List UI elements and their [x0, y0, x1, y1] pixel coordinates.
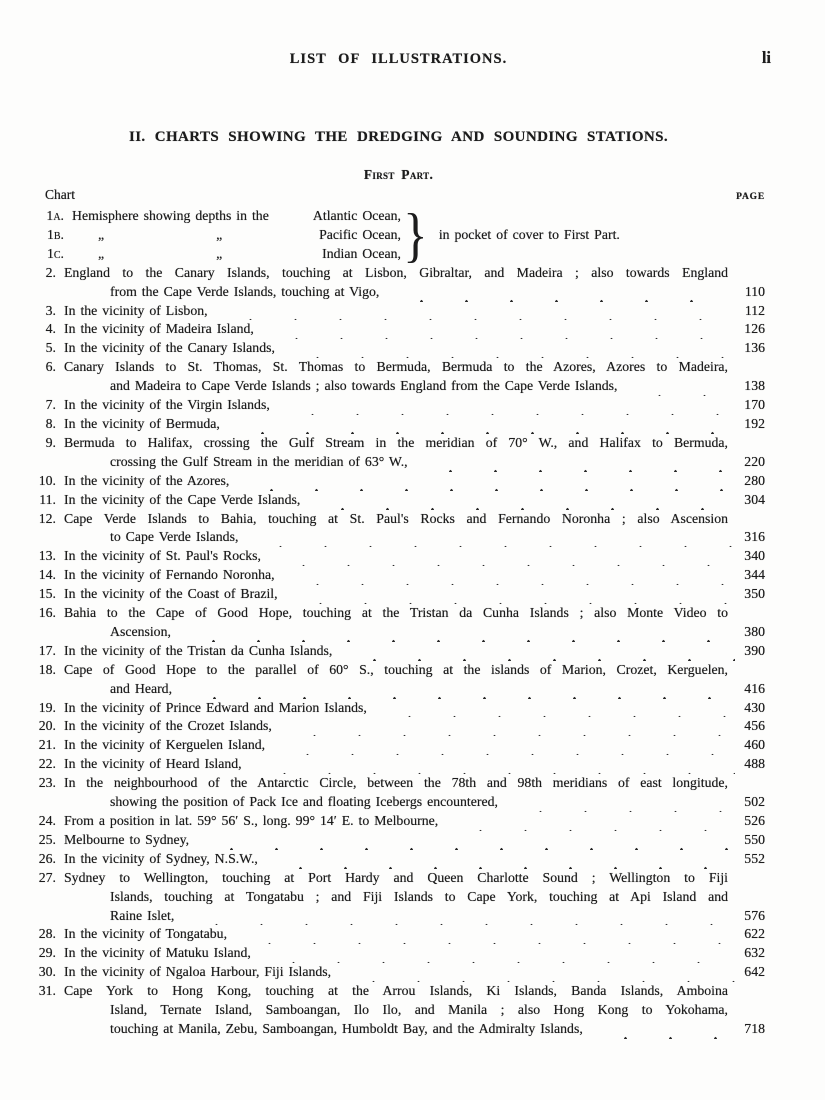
entry-text: In the vicinity of Bermuda,: [64, 415, 220, 431]
entry-line: [64, 850, 765, 869]
entry-line: [64, 755, 765, 774]
entry-text: showing the position of Pack Ice and floating Icebergs encountered,: [110, 794, 498, 810]
dot-leader: [235, 925, 735, 944]
entry-body: [64, 434, 765, 472]
page-number: 170: [744, 397, 765, 413]
list-item: [32, 566, 765, 585]
entry-body: [64, 982, 765, 1039]
entry-text: In the vicinity of Ngaloa Harbour, Fiji Islands,: [64, 964, 332, 980]
dot-leader: [237, 472, 735, 491]
dot-leader: [339, 963, 735, 982]
entry-text: In the vicinity of Heard Island,: [64, 756, 242, 772]
entry-body: [64, 699, 765, 718]
list-item: [32, 736, 765, 755]
chart-number: 21.: [38, 737, 56, 753]
dot-leader: [216, 302, 735, 321]
entry-body: [64, 415, 765, 434]
entry-text: In the vicinity of Matuku Island,: [64, 945, 251, 961]
dot-leader: [246, 528, 735, 547]
chart-number: 10.: [38, 472, 56, 488]
entry-body: [64, 925, 765, 944]
dot-leader: [283, 339, 735, 358]
page-number: 456: [744, 718, 765, 734]
entry-body: [64, 717, 765, 736]
page-column-label: PAGE: [736, 192, 765, 202]
list-item: [32, 755, 765, 774]
ditto-mark: „: [98, 245, 105, 261]
page-number: 138: [744, 378, 765, 394]
dot-leader: [625, 377, 735, 396]
entry-line: Island, Ternate Island, Samboangan, Ilo Ilo, and Manila ; also Hong Kong to Yokohama,: [110, 1002, 728, 1018]
list-item: [32, 869, 765, 926]
entry-body: [64, 944, 765, 963]
chart-number: 22.: [38, 756, 56, 772]
entry-line: [64, 339, 765, 358]
entry-line: Bermuda to Halifax, crossing the Gulf Stream in the meridian of 70° W., and Halifax to Bermuda,: [64, 434, 728, 450]
dot-leader: [269, 547, 735, 566]
entry-body: [64, 358, 765, 396]
entry-text: from the Cape Verde Islands, touching at Vigo,: [110, 283, 380, 299]
dot-leader: [446, 812, 735, 831]
entry-line: Islands, touching at Tongatabu ; and Fiji Islands to Cape York, touching at Api Island and: [110, 888, 728, 904]
list-item: [32, 925, 765, 944]
chart-column-label: Chart: [45, 187, 75, 202]
page-number: 416: [744, 680, 765, 696]
running-head: [32, 48, 771, 72]
ditto-mark: „: [216, 245, 223, 261]
list-item: [32, 302, 765, 321]
entry-body: [64, 604, 765, 642]
chart-number: 6.: [45, 359, 56, 375]
dot-leader: [262, 320, 735, 339]
grouping-brace: }: [403, 202, 428, 268]
entry-line: [64, 547, 765, 566]
chart-number: 30.: [38, 964, 56, 980]
page-number: 430: [744, 699, 765, 715]
page-number: 380: [744, 623, 765, 639]
page-number: 552: [744, 850, 765, 866]
chart-number: 8.: [45, 415, 56, 431]
page-number: 192: [744, 415, 765, 431]
entry-text: Raine Islet,: [110, 907, 175, 923]
entry-text: In the vicinity of Madeira Island,: [64, 321, 254, 337]
hemisphere-rows: [40, 207, 401, 264]
entry-line: Cape Verde Islands to Bahia, touching at St. Paul's Rocks and Fernando Noronha ; also Ascension: [64, 510, 728, 526]
dot-leader: [266, 850, 735, 869]
entry-text: and Madeira to Cape Verde Islands ; also towards England from the Cape Verde Islands,: [110, 378, 618, 394]
chart-number: 20.: [38, 718, 56, 734]
entry-text: In the vicinity of the Virgin Islands,: [64, 397, 270, 413]
dot-leader: [180, 680, 735, 699]
page-number: 460: [744, 737, 765, 753]
dot-leader: [506, 793, 735, 812]
entry-text: In the vicinity of the Coast of Brazil,: [64, 586, 278, 602]
chart-number: 16.: [38, 605, 56, 621]
chart-number: 12.: [38, 510, 56, 526]
entry-line: [64, 642, 765, 661]
entry-line: [64, 377, 765, 396]
list-item: [32, 472, 765, 491]
entry-line: [64, 944, 765, 963]
entry-line: [64, 907, 765, 926]
running-title: LIST OF ILLUSTRATIONS.: [289, 51, 508, 67]
entry-body: [64, 566, 765, 585]
illustrations-list: [32, 202, 765, 1039]
entry-line: [64, 623, 765, 642]
chart-number: 31.: [38, 983, 56, 999]
page-number: 220: [744, 453, 765, 469]
dot-leader: [308, 491, 735, 510]
chart-number: 17.: [38, 642, 56, 658]
entry-line: [64, 793, 765, 812]
entry-text: Ascension,: [110, 623, 171, 639]
list-item: [32, 491, 765, 510]
entry-body: [64, 585, 765, 604]
entry-line: [64, 528, 765, 547]
page-number: 340: [744, 548, 765, 564]
page-number: 344: [744, 567, 765, 583]
list-item: [40, 207, 401, 226]
entry-text: In the vicinity of Tongatabu,: [64, 926, 228, 942]
entry-line: [64, 320, 765, 339]
entry-line: [64, 831, 765, 850]
list-item: [32, 547, 765, 566]
chart-number: 5.: [45, 340, 56, 356]
dot-leader: [286, 585, 735, 604]
entry-body: [64, 642, 765, 661]
entry-line: [64, 566, 765, 585]
ditto-mark: „: [216, 226, 223, 242]
list-item: [32, 642, 765, 661]
dot-leader: [340, 642, 735, 661]
entry-body: [64, 661, 765, 699]
entry-body: [64, 264, 765, 302]
ditto-mark: „: [98, 226, 105, 242]
chart-number: 1a.: [46, 208, 64, 223]
chart-number: 26.: [38, 850, 56, 866]
entry-text: In the vicinity of the Canary Islands,: [64, 340, 275, 356]
list-item: [32, 982, 765, 1039]
chart-number: 7.: [45, 397, 56, 413]
page-number: 390: [744, 642, 765, 658]
page-number: 112: [744, 302, 765, 318]
chart-number: 3.: [45, 302, 56, 318]
entry-text: touching at Manila, Zebu, Samboangan, Humboldt Bay, and the Admiralty Islands,: [110, 1020, 583, 1036]
page-number: 350: [744, 586, 765, 602]
chart-number: 28.: [38, 926, 56, 942]
entry-body: [64, 850, 765, 869]
chart-number: 27.: [38, 869, 56, 885]
entry-line: Sydney to Wellington, touching at Port Hardy and Queen Charlotte Sound ; Wellington to Fiji: [64, 869, 728, 885]
entry-line: Canary Islands to St. Thomas, St. Thomas to Bermuda, Bermuda to the Azores, Azores to Madeira,: [64, 359, 728, 375]
list-item: [32, 510, 765, 548]
list-item: [32, 812, 765, 831]
entry-text: Melbourne to Sydney,: [64, 831, 190, 847]
page-number: 526: [744, 813, 765, 828]
entry-text: In the vicinity of Lisbon,: [64, 302, 208, 318]
entry-body: [64, 755, 765, 774]
section-title: II. CHARTS SHOWING THE DREDGING AND SOUNDING STATIONS.: [128, 129, 669, 145]
entry-line: Cape York to Hong Kong, touching at the Arrou Islands, Ki Islands, Banda Islands, Amboina: [64, 983, 728, 999]
page-number: 126: [744, 321, 765, 337]
entry-body: [64, 510, 765, 548]
chart-number: 1b.: [46, 226, 64, 242]
page-number: 280: [744, 472, 765, 488]
folio-page-number: li: [761, 48, 771, 67]
chart-number: 9.: [45, 434, 56, 450]
entry-text: From a position in lat. 59° 56′ S., long. 99° 14′ E. to Melbourne,: [64, 813, 439, 828]
page-number: 576: [744, 907, 765, 923]
list-item: [32, 661, 765, 699]
list-item: [32, 434, 765, 472]
list-item: [32, 604, 765, 642]
entry-line: [64, 736, 765, 755]
entry-body: [64, 320, 765, 339]
page-number: 622: [744, 926, 765, 942]
chart-number: 1c.: [46, 245, 64, 261]
entry-body: [64, 339, 765, 358]
list-item: [32, 831, 765, 850]
entry-line: Bahia to the Cape of Good Hope, touching at the Tristan da Cunha Islands ; also Monte Video to: [64, 605, 728, 621]
list-item: [32, 320, 765, 339]
list-item: [32, 774, 765, 812]
dot-leader: [197, 831, 735, 850]
entry-line: [64, 415, 765, 434]
entry-text: Hemisphere showing depths in the: [72, 208, 269, 223]
part-heading: First Part.: [363, 167, 434, 182]
entry-line: [64, 680, 765, 699]
page-number: 632: [744, 945, 765, 961]
entry-text: and Heard,: [110, 680, 173, 696]
chart-number: 15.: [38, 586, 56, 602]
entry-line: [64, 925, 765, 944]
list-item: [40, 245, 401, 264]
entry-body: [64, 302, 765, 321]
ocean-name: Indian Ocean,: [322, 245, 401, 261]
entry-body: [64, 396, 765, 415]
list-item: [32, 944, 765, 963]
page-number: 488: [744, 756, 765, 772]
entry-line: [64, 491, 765, 510]
chart-number: 14.: [38, 567, 56, 583]
entry-text: In the vicinity of St. Paul's Rocks,: [64, 548, 261, 564]
entry-line: [64, 453, 765, 472]
page-number: 502: [744, 794, 765, 810]
list-item: [32, 339, 765, 358]
ocean-name: Pacific Ocean,: [319, 226, 401, 242]
entry-line: [64, 699, 765, 718]
entry-body: [64, 831, 765, 850]
entry-line: [64, 963, 765, 982]
chart-number: 2.: [45, 264, 56, 280]
list-item: [40, 226, 401, 245]
dot-leader: [591, 1020, 735, 1039]
page-number: 316: [744, 529, 765, 545]
entry-line: [64, 585, 765, 604]
chart-number: 29.: [38, 945, 56, 961]
dot-leader: [283, 566, 735, 585]
entry-text: In the vicinity of the Crozet Islands,: [64, 718, 272, 734]
entry-line: In the neighbourhood of the Antarctic Circle, between the 78th and 98th meridians of east longitude,: [64, 775, 728, 791]
entry-text: In the vicinity of Prince Edward and Marion Islands,: [64, 699, 367, 715]
entry-line: [64, 396, 765, 415]
entry-body: [64, 736, 765, 755]
entry-line: [64, 717, 765, 736]
page-number: 718: [744, 1020, 765, 1036]
chart-number: 11.: [39, 491, 56, 507]
page-number: 110: [744, 283, 765, 299]
chart-number: 19.: [38, 699, 56, 715]
chart-number: 24.: [38, 813, 56, 828]
dot-leader: [182, 907, 735, 926]
list-item: [32, 396, 765, 415]
column-labels: [32, 187, 765, 206]
entry-line: [64, 302, 765, 321]
entry-body: [64, 774, 765, 812]
entry-line: [64, 812, 765, 831]
list-item: [32, 264, 765, 302]
dot-leader: [228, 415, 735, 434]
entry-text: crossing the Gulf Stream in the meridian of 63° W.,: [110, 453, 408, 469]
pocket-note: in pocket of cover to First Part.: [438, 226, 620, 242]
entry-line: England to the Canary Islands, touching at Lisbon, Gibraltar, and Madeira ; also towards England: [64, 264, 728, 280]
ocean-name: Atlantic Ocean,: [312, 208, 401, 223]
chart-number: 23.: [38, 775, 56, 791]
chart-number: 18.: [38, 661, 56, 677]
chart-entries: [32, 264, 765, 1039]
entry-body: [64, 547, 765, 566]
dot-leader: [179, 623, 735, 642]
dot-leader: [259, 944, 735, 963]
entry-line: [64, 283, 765, 302]
page-number: 136: [744, 340, 765, 356]
entry-text: In the vicinity of the Tristan da Cunha Islands,: [64, 642, 333, 658]
entry-text: In the vicinity of the Azores,: [64, 472, 230, 488]
entry-body: [64, 491, 765, 510]
entry-text: In the vicinity of the Cape Verde Islands,: [64, 491, 301, 507]
entry-body: [64, 963, 765, 982]
list-item: [32, 850, 765, 869]
list-item: [32, 415, 765, 434]
dot-leader: [416, 453, 735, 472]
dot-leader: [250, 755, 735, 774]
dot-leader: [280, 717, 735, 736]
dot-leader: [278, 396, 735, 415]
list-item: [32, 585, 765, 604]
entry-body: [64, 812, 765, 831]
chart-number: 13.: [38, 548, 56, 564]
entry-text: to Cape Verde Islands,: [110, 529, 239, 545]
entry-body: [64, 472, 765, 491]
list-item: [32, 358, 765, 396]
entry-text: In the vicinity of Kerguelen Island,: [64, 737, 266, 753]
entry-line: [64, 1020, 765, 1039]
dot-leader: [375, 699, 735, 718]
list-item: [32, 717, 765, 736]
list-item: [32, 699, 765, 718]
page-number: 642: [744, 964, 765, 980]
chart-number: 4.: [45, 321, 56, 337]
page-number: 304: [744, 491, 765, 507]
dot-leader: [387, 283, 735, 302]
dot-leader: [273, 736, 735, 755]
hemisphere-chart-group: [32, 202, 765, 268]
entry-text: In the vicinity of Fernando Noronha,: [64, 567, 275, 583]
page-number: 550: [744, 831, 765, 847]
entry-text: In the vicinity of Sydney, N.S.W.,: [64, 850, 258, 866]
entry-body: [64, 869, 765, 926]
entry-line: [64, 472, 765, 491]
entry-line: Cape of Good Hope to the parallel of 60° S., touching at the islands of Marion, Crozet, Kerguelen,: [64, 661, 728, 677]
list-item: [32, 963, 765, 982]
chart-number: 25.: [38, 831, 56, 847]
